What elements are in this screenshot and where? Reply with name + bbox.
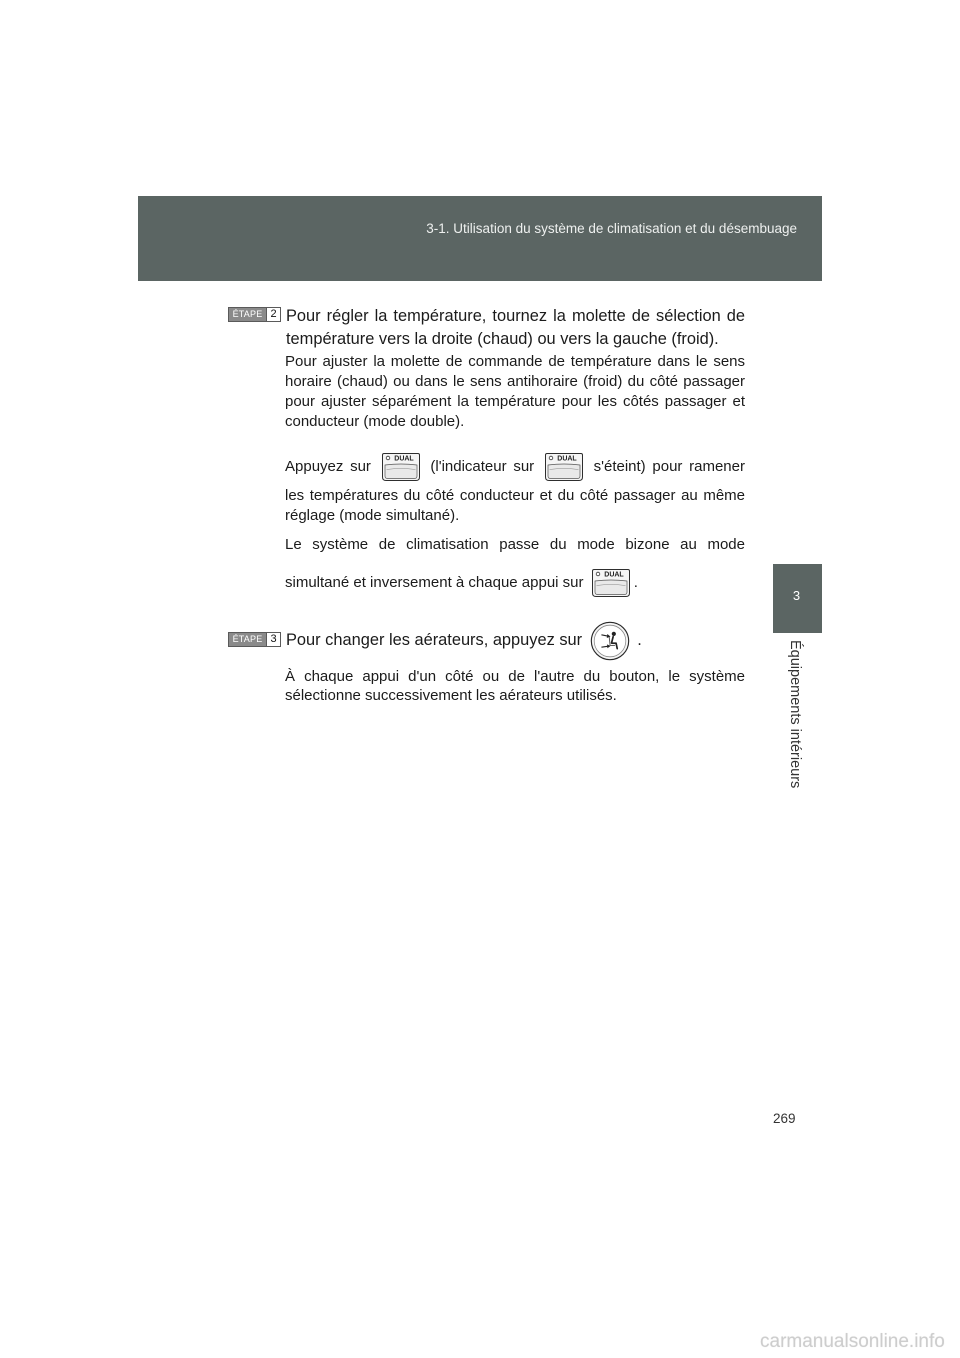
step-2-paragraph-2-continued — [285, 486, 745, 526]
step-badge-2 — [228, 307, 281, 322]
chapter-number: 3 — [792, 588, 801, 603]
airflow-mode-button-icon — [590, 620, 630, 662]
text-segment: . — [633, 574, 638, 591]
dual-button-graphic — [381, 452, 421, 482]
section-title: 3-1. Utilisation du système de climatisation et du désembuage — [426, 221, 797, 236]
chapter-tab — [773, 564, 822, 633]
text-line: réglage (mode simultané). — [285, 507, 460, 524]
chapter-title: Équipements intérieurs — [787, 640, 803, 789]
page-number: 269 — [773, 1111, 796, 1126]
step-3-heading — [286, 618, 745, 662]
step-2-paragraph-3-continued — [285, 567, 745, 599]
step-badge-number: 2 — [266, 308, 280, 321]
text-line: horaire (chaud) ou dans le sens antihoraire (froid) du côté passager — [285, 373, 745, 390]
step-2-heading — [286, 305, 745, 351]
watermark: carmanualsonline.info — [760, 1331, 945, 1352]
heading-line: Pour régler la température, tournez la molette de sélection de — [286, 307, 745, 325]
step-badge-label: ÉTAPE — [229, 308, 266, 321]
text-segment: Pour changer les aérateurs, appuyez sur — [286, 631, 583, 649]
airflow-mode-button-graphic — [590, 620, 630, 662]
text-line: les températures du côté conducteur et du côté passager au même — [285, 487, 745, 504]
text-line: sélectionne successivement les aérateurs utilisés. — [285, 687, 617, 704]
step-badge-number: 3 — [266, 633, 280, 646]
dual-button-icon — [544, 452, 584, 482]
step-2-paragraph-1 — [285, 352, 745, 432]
dual-button-graphic — [544, 452, 584, 482]
step-badge-3 — [228, 632, 281, 647]
step-badge-label: ÉTAPE — [229, 633, 266, 646]
dual-button-icon — [381, 452, 421, 482]
dual-icon-label: DUAL — [393, 455, 414, 463]
step-2-paragraph-3 — [285, 535, 745, 555]
text-line: conducteur (mode double). — [285, 413, 465, 430]
dual-button-graphic — [591, 568, 631, 598]
text-line-with-icons — [285, 567, 745, 599]
section-header-band — [138, 196, 822, 281]
dual-icon-label: DUAL — [603, 571, 624, 579]
text-segment: (l'indicateur sur — [430, 458, 535, 475]
dual-button-icon — [591, 568, 631, 598]
step-3-paragraph — [285, 667, 745, 705]
text-segment: . — [637, 631, 642, 649]
step-2-paragraph-2 — [285, 451, 745, 483]
text-segment: s'éteint) pour ramener — [593, 458, 745, 475]
heading-line: température vers la droite (chaud) ou vers la gauche (froid). — [286, 330, 719, 348]
text-line: Pour ajuster la molette de commande de température dans le sens — [285, 353, 745, 370]
heading-line-with-icon — [286, 618, 745, 662]
text-line-with-icons — [285, 451, 745, 483]
text-line: pour ajuster séparément la température pour les côtés passager et — [285, 393, 745, 410]
text-line: Le système de climatisation passe du mode bizone au mode — [285, 536, 745, 553]
dual-icon-label: DUAL — [557, 455, 577, 463]
text-line: À chaque appui d'un côté ou de l'autre du bouton, le système — [285, 668, 745, 685]
text-segment: Appuyez sur — [285, 458, 371, 475]
text-segment: simultané et inversement à chaque appui sur — [285, 574, 584, 591]
